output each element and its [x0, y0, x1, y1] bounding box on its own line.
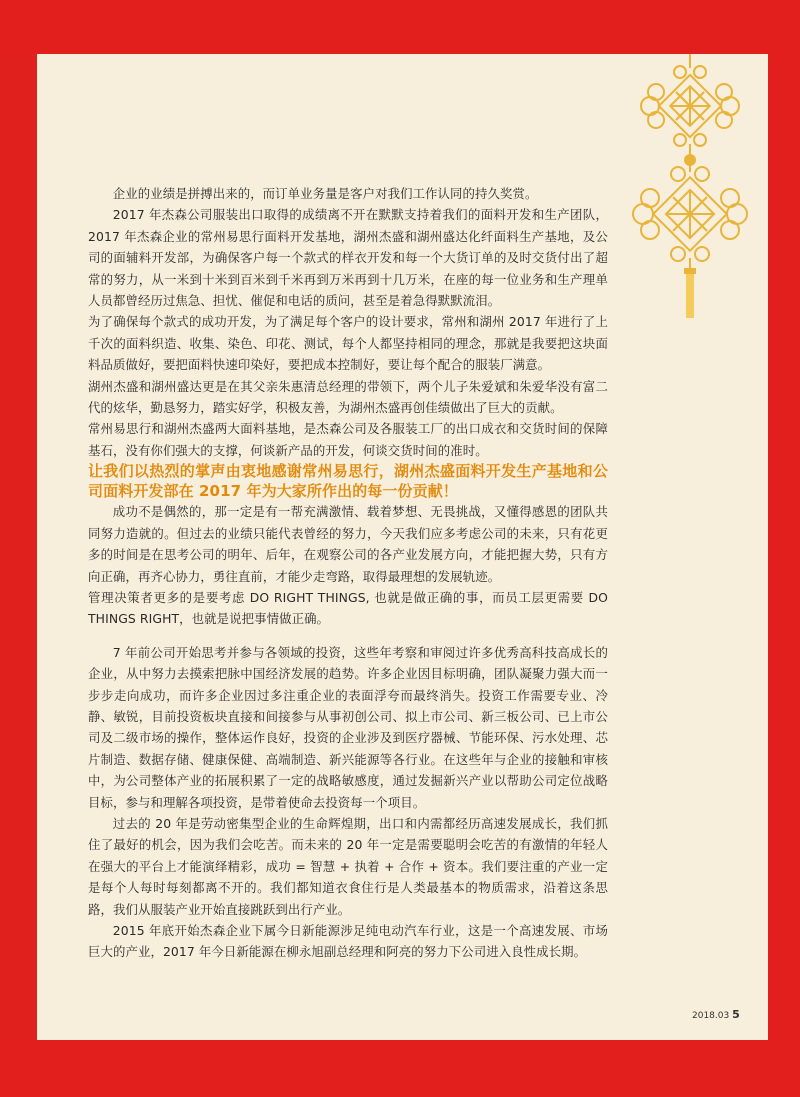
page-number: 5 — [732, 1008, 740, 1021]
paragraph: 成功不是偶然的，那一定是有一帮充满激情、载着梦想、无畏挑战，又懂得感恩的团队共同努力造就的。但过去的业绩只能代表曾经的努力，今天我们应多考虑公司的未来，只有花更多的时间是在思考公司的明年、后年，在观察公司的各产业发展方向，才能把握大势，只有方向正确，再齐心协力，勇往直前，才能少走弯路，取得最理想的发展轨迹。 — [88, 504, 608, 584]
highlight-paragraph: 让我们以热烈的掌声由衷地感谢常州易思行，湖州杰盛面料开发生产基地和公司面料开发部在 2017 年为大家所作出的每一份贡献！ — [88, 462, 608, 501]
page-footer — [692, 1008, 740, 1021]
paragraph: 2017 年杰森公司服装出口取得的成绩离不开在默默支持着我们的面料开发和生产团队，2017 年杰森企业的常州易思行面料开发基地，湖州杰盛和湖州盛达化纤面料生产基地，及公司的面辅料开发部，为确保客户每一个款式的样衣开发和每一个大货订单的及时交货付出了超常的努力，从一米到十米到百米到千米再到万米再到十几万米，在座的每一位业务和生产理单人员都曾经历过焦急、担忧、催促和电话的质问，甚至是着急得默默流泪。 — [88, 207, 608, 309]
paragraph: 湖州杰盛和湖州盛达更是在其父亲朱惠清总经理的带领下，两个儿子朱爱斌和朱爱华没有富二代的炫华，勤恳努力，踏实好学，积极友善，为湖州杰盛再创佳绩做出了巨大的贡献。 — [88, 378, 608, 416]
top-border — [0, 0, 800, 54]
paragraph: 2015 年底开始杰森企业下属今日新能源涉足纯电动汽车行业，这是一个高速发展、市场巨大的产业，2017 年今日新能源在柳永旭副总经理和阿亮的努力下公司进入良性成长期。 — [88, 923, 608, 960]
bottom-border — [0, 1040, 800, 1097]
issue-date: 2018.03 — [692, 1011, 733, 1021]
paragraph: 7 年前公司开始思考并参与各领域的投资，这些年考察和审阅过许多优秀高科技高成长的企业，从中努力去摸索把脉中国经济发展的趋势。许多企业因目标明确，团队凝聚力强大而一步步走向成功，而许多企业因过多注重企业的表面浮夸而最终消失。投资工作需要专业、冷静、敏锐，目前投资板块直接和间接参与从事初创公司、拟上市公司、新三板公司、已上市公司及二级市场的操作，整体运作良好，投资的企业涉及到医疗器械、节能环保、污水处理、芯片制造、数据存储、健康保健、高端制造、新兴能源等各行业。在这些年与企业的接触和审核中，为公司整体产业的拓展积累了一定的战略敏感度，通过发掘新兴产业以帮助公司定位战略目标，参与和理解各项投资，是带着使命去投资每一个项目。 — [88, 644, 608, 810]
paragraph: 企业的业绩是拼搏出来的，而订单业务量是客户对我们工作认同的持久奖赏。 — [112, 186, 538, 201]
right-border — [768, 0, 800, 1097]
paragraph: 常州易思行和湖州杰盛两大面料基地，是杰森公司及各服装工厂的出口成衣和交货时间的保障基石，没有你们强大的支撑，何谈新产品的开发，何谈交货时间的准时。 — [88, 421, 608, 458]
chinese-knot-icon — [620, 54, 768, 318]
paragraph: 为了确保每个款式的成功开发，为了满足每个客户的设计要求，常州和湖州 2017 年进行了上千次的面料织造、收集、染色、印花、测试，每个人都坚持相同的理念，那就是我要把这块面料品质做好，要把面料快速印染好，要把成本控制好，要让每个配合的服装厂满意。 — [88, 314, 608, 373]
paragraph: 过去的 20 年是劳动密集型企业的生命辉煌期，出口和内需都经历高速发展成长，我们抓住了最好的机会，因为我们会吃苦。而未来的 20 年一定是需要聪明会吃苦的有激情的年轻人在强大的平台上才能演绎精彩，成功 = 智慧 + 执着 + 合作 + 资本。我们要注重的产业一定是每个人每时每刻都离不开的。我们都知道衣食住行是人类最基本的物质需求，沿着这条思路，我们从服装产业开始直接跳跃到出行产业。 — [88, 815, 608, 917]
paragraph: 管理决策者更多的是要考虑 DO RIGHT THINGS, 也就是做正确的事，而员工层更需要 DO THINGS RIGHT，也就是说把事情做正确。 — [88, 589, 608, 627]
article-body — [88, 183, 608, 963]
